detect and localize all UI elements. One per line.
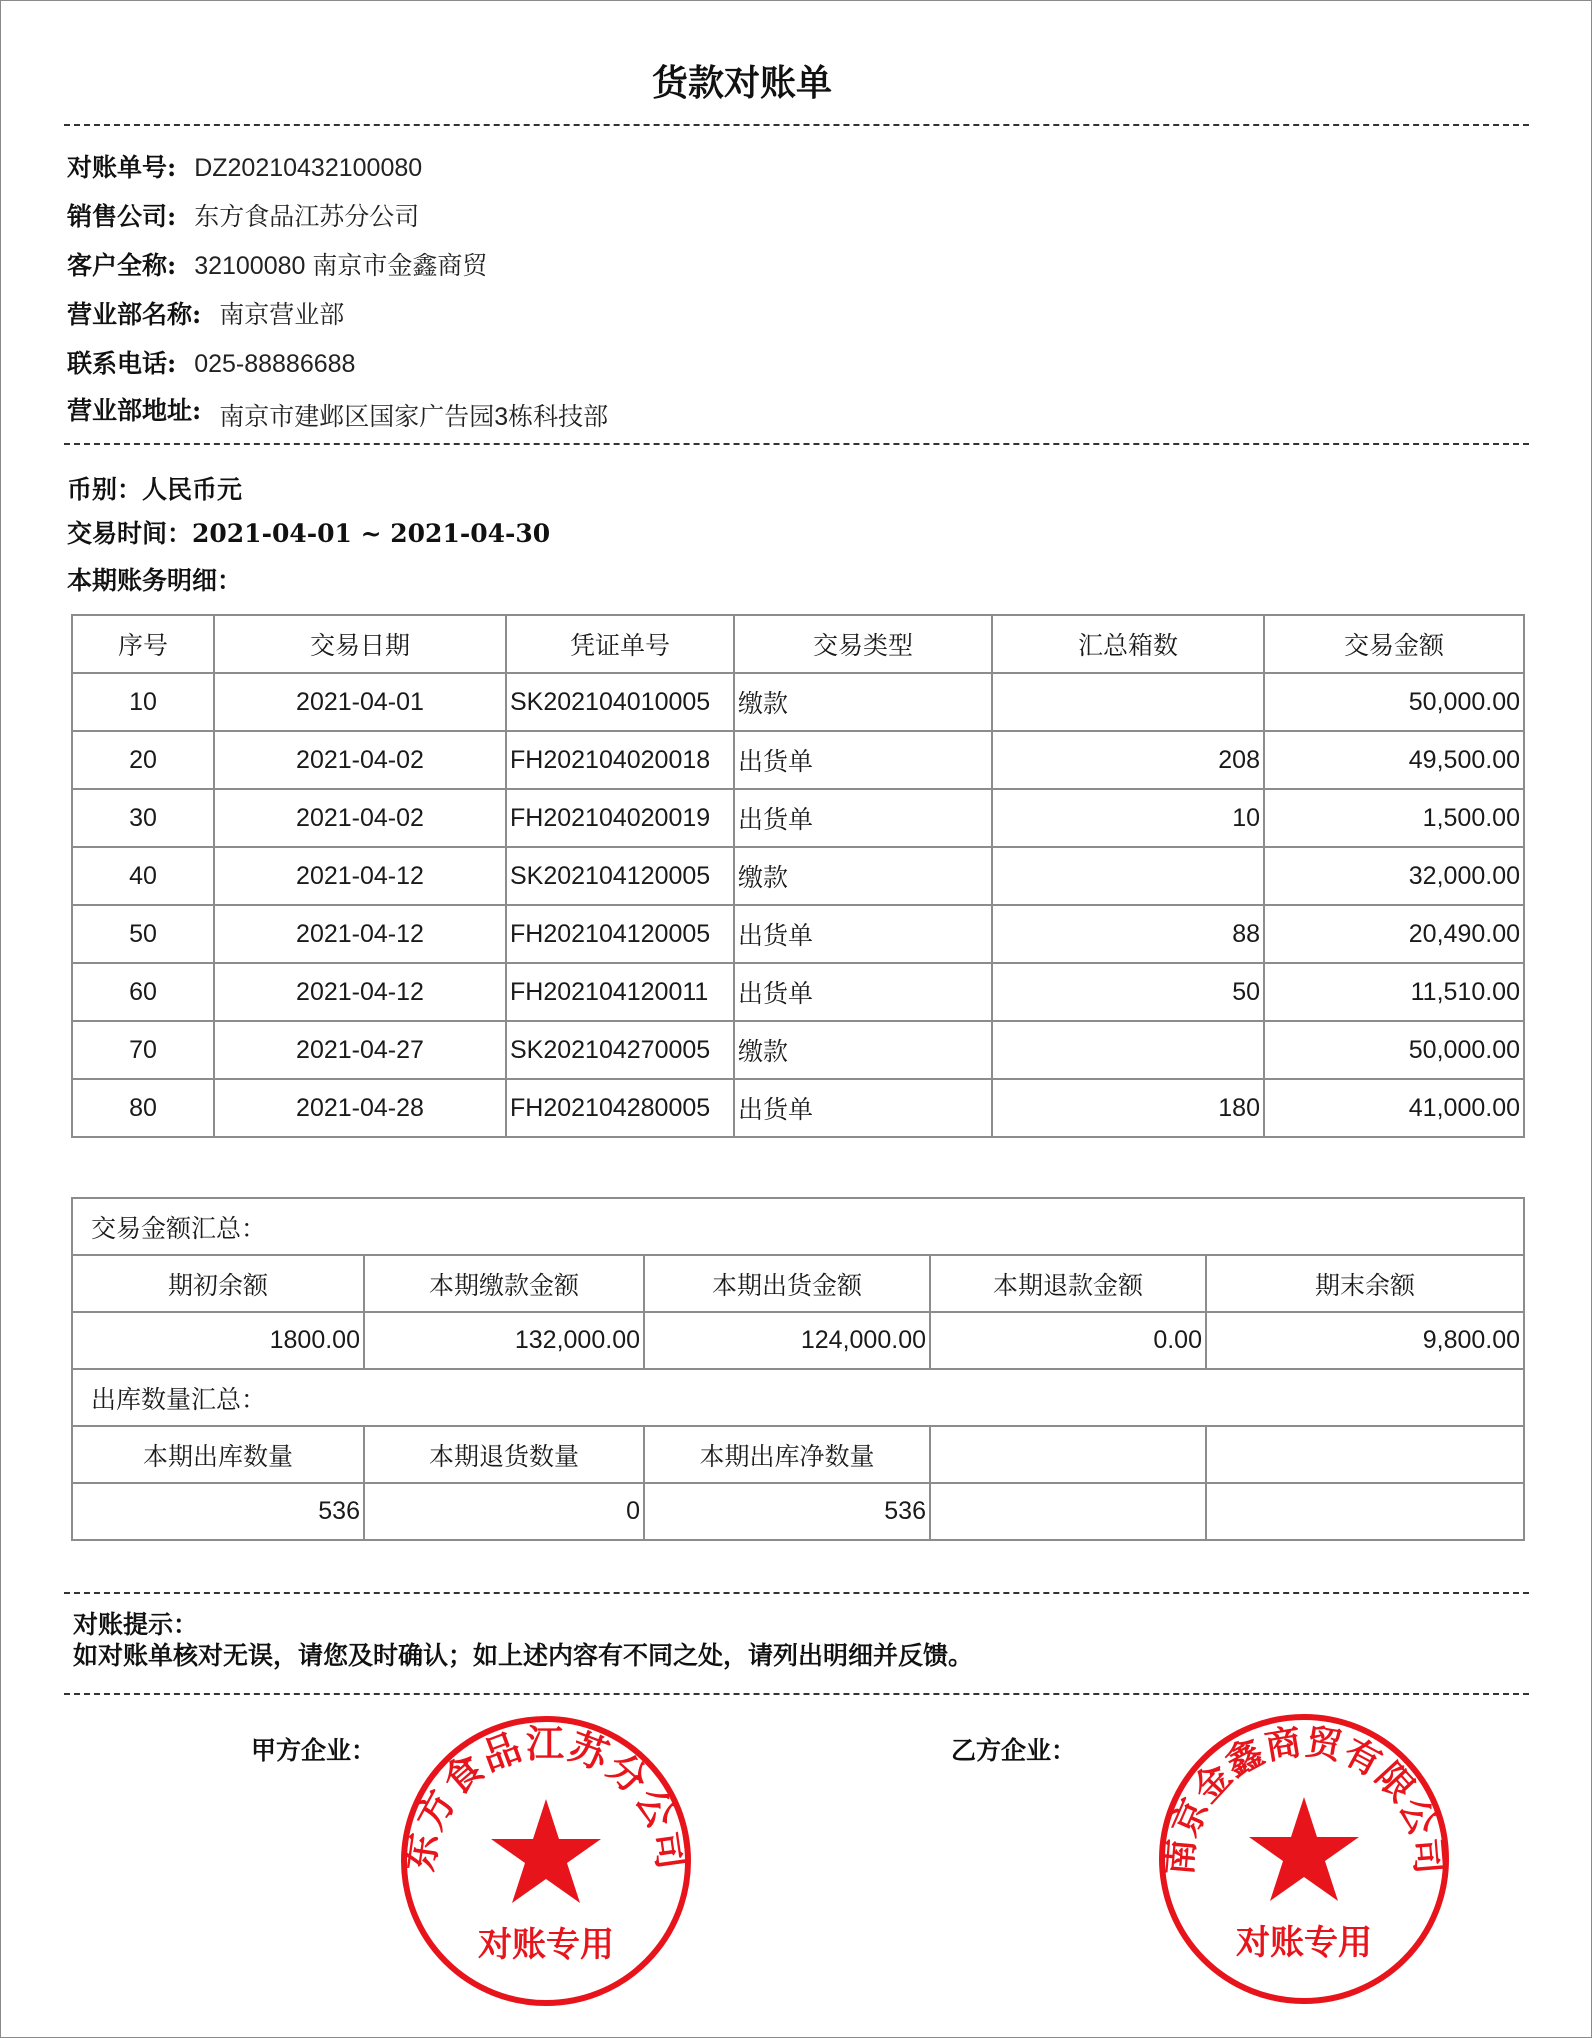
boxes-cell: 50 — [992, 963, 1264, 1021]
table-row — [72, 673, 1524, 731]
seq-cell: 10 — [72, 673, 214, 731]
star-icon — [491, 1799, 601, 1903]
empty-cell — [1206, 1426, 1524, 1483]
table-row — [72, 905, 1524, 963]
type-cell: 缴款 — [734, 673, 992, 731]
table-row — [72, 731, 1524, 789]
amount-cell: 41,000.00 — [1264, 1079, 1524, 1137]
amount-cell: 49,500.00 — [1264, 731, 1524, 789]
summary-col-header: 本期出货金额 — [644, 1255, 930, 1312]
type-cell: 出货单 — [734, 1079, 992, 1137]
seq-cell: 20 — [72, 731, 214, 789]
empty-cell — [930, 1483, 1206, 1540]
summary-col-header: 本期退货数量 — [364, 1426, 644, 1483]
voucher-cell: FH202104280005 — [506, 1079, 734, 1137]
boxes-cell — [992, 847, 1264, 905]
date-cell: 2021-04-01 — [214, 673, 506, 731]
company-label: 销售公司: — [67, 202, 177, 231]
amount-cell: 11,510.00 — [1264, 963, 1524, 1021]
summary-col-header: 本期出库净数量 — [644, 1426, 930, 1483]
page-title: 货款对账单 — [651, 62, 832, 104]
type-cell: 出货单 — [734, 905, 992, 963]
dept-row — [67, 295, 344, 331]
amount-summary-value-row — [72, 1312, 1524, 1369]
tips-heading: 对账提示： — [73, 1610, 199, 1639]
boxes-cell — [992, 673, 1264, 731]
voucher-cell: SK202104270005 — [506, 1021, 734, 1079]
boxes-cell: 180 — [992, 1079, 1264, 1137]
table-row — [72, 789, 1524, 847]
outbound-qty-cell: 536 — [72, 1483, 364, 1540]
seal-purpose-text: 对账专用 — [478, 1925, 614, 1965]
seal-company-text: 东方食品江苏分公司 — [396, 1720, 696, 1875]
summary-col-header: 期末余额 — [1206, 1255, 1524, 1312]
detail-heading: 本期账务明细： — [67, 566, 243, 595]
customer-row — [67, 246, 487, 282]
party-b-label: 乙方企业： — [951, 1736, 1077, 1765]
opening-balance-cell: 1800.00 — [72, 1312, 364, 1369]
voucher-cell: FH202104120005 — [506, 905, 734, 963]
col-header: 凭证单号 — [506, 615, 734, 673]
qty-summary-heading: 出库数量汇总： — [72, 1369, 1524, 1426]
divider — [64, 1592, 1529, 1594]
type-cell: 缴款 — [734, 1021, 992, 1079]
date-cell: 2021-04-28 — [214, 1079, 506, 1137]
closing-balance-cell: 9,800.00 — [1206, 1312, 1524, 1369]
customer-label: 客户全称: — [67, 251, 177, 280]
company-row — [67, 197, 419, 233]
amount-cell: 1,500.00 — [1264, 789, 1524, 847]
summary-col-header: 本期缴款金额 — [364, 1255, 644, 1312]
qty-summary-heading-row — [72, 1369, 1524, 1426]
refund-amount-cell: 0.00 — [930, 1312, 1206, 1369]
amount-summary-heading: 交易金额汇总： — [72, 1198, 1524, 1255]
table-row — [72, 963, 1524, 1021]
phone-row — [67, 344, 355, 380]
seq-cell: 30 — [72, 789, 214, 847]
date-cell: 2021-04-12 — [214, 905, 506, 963]
statement-no-row — [67, 148, 422, 184]
amount-summary-header-row — [72, 1255, 1524, 1312]
dept-label: 营业部名称: — [67, 300, 202, 329]
date-cell: 2021-04-02 — [214, 789, 506, 847]
boxes-cell: 208 — [992, 731, 1264, 789]
amount-cell: 32,000.00 — [1264, 847, 1524, 905]
col-header: 交易金额 — [1264, 615, 1524, 673]
statement-no-value: DZ20210432100080 — [194, 154, 423, 182]
col-header: 序号 — [72, 615, 214, 673]
address-value: 南京市建邺区国家广告园3栋科技部 — [219, 403, 609, 431]
table-row — [72, 1021, 1524, 1079]
seq-cell: 50 — [72, 905, 214, 963]
voucher-cell: FH202104020018 — [506, 731, 734, 789]
detail-table — [71, 614, 1525, 1138]
date-cell: 2021-04-12 — [214, 847, 506, 905]
summary-table — [71, 1197, 1525, 1541]
company-value: 东方食品江苏分公司 — [194, 203, 420, 231]
period-line: 交易时间：2021-04-01 ~ 2021-04-30 — [67, 519, 551, 548]
party-b-seal — [1154, 1709, 1454, 2009]
date-cell: 2021-04-02 — [214, 731, 506, 789]
type-cell: 缴款 — [734, 847, 992, 905]
phone-value: 025-88886688 — [194, 350, 356, 378]
boxes-cell: 88 — [992, 905, 1264, 963]
col-header: 交易类型 — [734, 615, 992, 673]
empty-cell — [1206, 1483, 1524, 1540]
seq-cell: 70 — [72, 1021, 214, 1079]
divider — [64, 1693, 1529, 1695]
qty-summary-header-row — [72, 1426, 1524, 1483]
col-header: 汇总箱数 — [992, 615, 1264, 673]
shipment-amount-cell: 124,000.00 — [644, 1312, 930, 1369]
voucher-cell: FH202104120011 — [506, 963, 734, 1021]
currency-line: 币别：人民币元 — [67, 475, 243, 504]
customer-value: 32100080 南京市金鑫商贸 — [194, 252, 488, 280]
amount-cell: 50,000.00 — [1264, 1021, 1524, 1079]
seal-company-text: 南京金鑫商贸有限公司 — [1157, 1720, 1451, 1877]
divider — [64, 124, 1529, 126]
qty-summary-value-row — [72, 1483, 1524, 1540]
address-row — [67, 391, 609, 431]
amount-summary-heading-row — [72, 1198, 1524, 1255]
type-cell: 出货单 — [734, 731, 992, 789]
return-qty-cell: 0 — [364, 1483, 644, 1540]
summary-col-header: 期初余额 — [72, 1255, 364, 1312]
party-a-seal — [396, 1711, 696, 2011]
address-label: 营业部地址: — [67, 396, 202, 425]
empty-cell — [930, 1426, 1206, 1483]
amount-cell: 50,000.00 — [1264, 673, 1524, 731]
seq-cell: 60 — [72, 963, 214, 1021]
seal-purpose-text: 对账专用 — [1236, 1923, 1372, 1963]
table-row — [72, 847, 1524, 905]
summary-col-header: 本期出库数量 — [72, 1426, 364, 1483]
date-cell: 2021-04-27 — [214, 1021, 506, 1079]
statement-no-label: 对账单号: — [67, 153, 177, 182]
boxes-cell — [992, 1021, 1264, 1079]
tips-block — [73, 1609, 973, 1671]
phone-label: 联系电话: — [67, 349, 177, 378]
voucher-cell: SK202104120005 — [506, 847, 734, 905]
amount-cell: 20,490.00 — [1264, 905, 1524, 963]
star-icon — [1249, 1797, 1359, 1901]
summary-col-header: 本期退款金额 — [930, 1255, 1206, 1312]
detail-header-row — [72, 615, 1524, 673]
date-cell: 2021-04-12 — [214, 963, 506, 1021]
payment-amount-cell: 132,000.00 — [364, 1312, 644, 1369]
voucher-cell: FH202104020019 — [506, 789, 734, 847]
party-a-label: 甲方企业： — [251, 1736, 377, 1765]
seq-cell: 80 — [72, 1079, 214, 1137]
type-cell: 出货单 — [734, 963, 992, 1021]
col-header: 交易日期 — [214, 615, 506, 673]
net-outbound-qty-cell: 536 — [644, 1483, 930, 1540]
tips-text: 如对账单核对无误，请您及时确认；如上述内容有不同之处，请列出明细并反馈。 — [73, 1641, 974, 1670]
dept-value: 南京营业部 — [219, 301, 345, 329]
table-row — [72, 1079, 1524, 1137]
type-cell: 出货单 — [734, 789, 992, 847]
voucher-cell: SK202104010005 — [506, 673, 734, 731]
boxes-cell: 10 — [992, 789, 1264, 847]
divider — [64, 443, 1529, 445]
seq-cell: 40 — [72, 847, 214, 905]
